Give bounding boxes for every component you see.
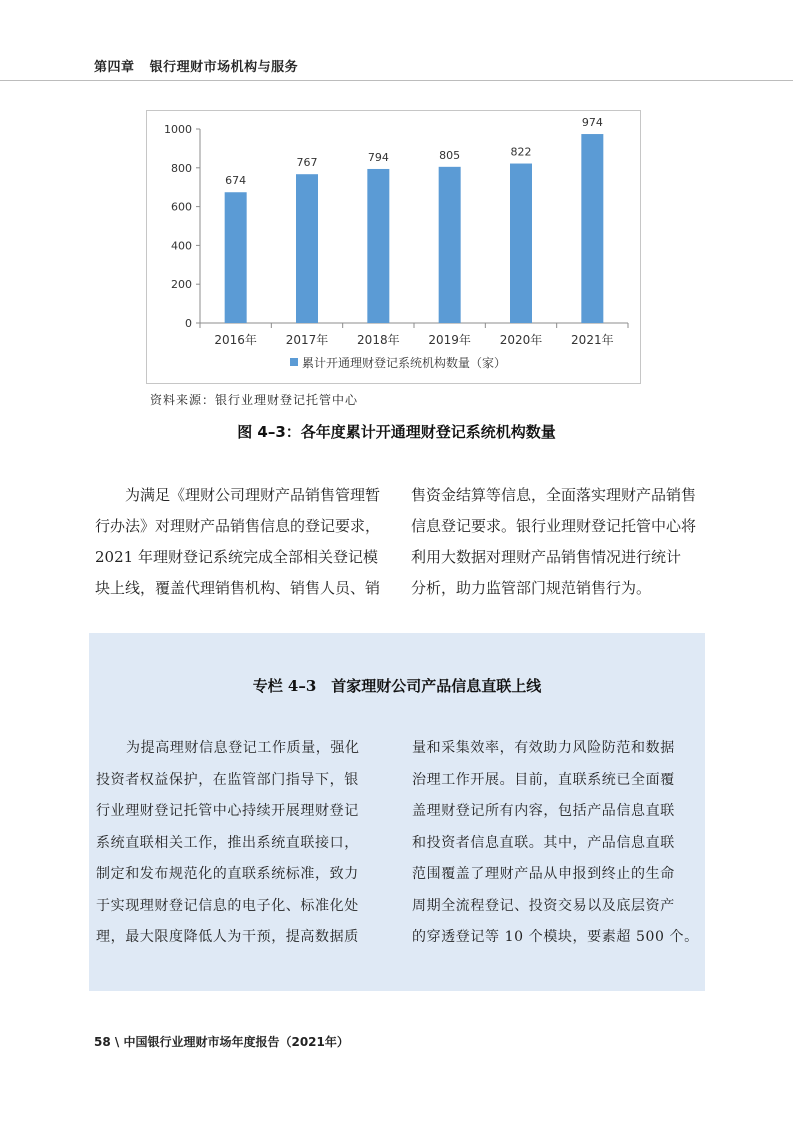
- running-header: [94, 56, 298, 75]
- legend-label: 累计开通理财登记系统机构数量（家）: [302, 356, 507, 370]
- body-line: 行办法》对理财产品销售信息的登记要求，: [95, 517, 381, 535]
- sidebar-column-right: [412, 733, 700, 954]
- sidebar-line: 投资者权益保护，在监管部门指导下，银: [96, 771, 359, 788]
- page-number: 58: [94, 1035, 111, 1049]
- bar-chart: [146, 110, 641, 384]
- figure-caption: 图 4–3：各年度累计开通理财登记系统机构数量: [237, 423, 556, 441]
- bar: [439, 167, 461, 323]
- x-tick-label: 2021年: [571, 333, 614, 347]
- report-title: 中国银行业理财市场年度报告（2021年）: [123, 1035, 349, 1049]
- sidebar-title: 专栏 4–3 首家理财公司产品信息直联上线: [252, 677, 542, 695]
- body-line: 2021 年理财登记系统完成全部相关登记模: [95, 548, 378, 566]
- bar: [367, 169, 389, 323]
- body-line: 售资金结算等信息，全面落实理财产品销售: [411, 486, 697, 504]
- sidebar-line: 的穿透登记等 10 个模块，要素超 500 个。: [412, 929, 699, 945]
- data-label: 767: [296, 156, 318, 170]
- bar: [581, 134, 603, 323]
- bar: [225, 192, 247, 323]
- bar: [296, 174, 318, 323]
- sidebar-line: 和投资者信息直联。其中，产品信息直联: [412, 834, 675, 851]
- data-label: 822: [510, 145, 532, 159]
- sidebar-line: 周期全流程登记、投资交易以及底层资产: [412, 897, 675, 914]
- data-label: 974: [581, 116, 603, 130]
- body-line: 分析，助力监管部门规范销售行为。: [411, 579, 652, 597]
- sidebar-line: 理，最大限度降低人为干预，提高数据质: [96, 929, 359, 945]
- chapter-title: 银行理财市场机构与服务: [149, 60, 299, 75]
- sidebar-line: 制定和发布规范化的直联系统标准，致力: [96, 866, 359, 882]
- sidebar-line: 行业理财登记托管中心持续开展理财登记: [96, 803, 359, 819]
- sidebar-line: 治理工作开展。目前，直联系统已全面覆: [412, 771, 675, 788]
- body-line: 利用大数据对理财产品销售情况进行统计: [411, 548, 682, 566]
- figure-source: 资料来源：银行业理财登记托管中心: [150, 393, 359, 407]
- chapter-label: 第四章: [94, 60, 135, 75]
- data-label: 805: [439, 148, 461, 162]
- y-tick-label: 200: [171, 278, 192, 292]
- data-label: 794: [367, 150, 389, 164]
- x-tick-label: 2019年: [428, 333, 471, 347]
- bar-chart-canvas: [147, 111, 642, 385]
- footer-separator: \: [114, 1035, 120, 1049]
- body-line: 信息登记要求。银行业理财登记托管中心将: [411, 517, 697, 535]
- y-tick-label: 600: [171, 200, 192, 214]
- sidebar-line: 为提高理财信息登记工作质量，强化: [126, 740, 360, 756]
- sidebar-line: 于实现理财登记信息的电子化、标准化处: [96, 897, 359, 914]
- body-column-right: [411, 480, 699, 604]
- x-tick-label: 2017年: [285, 333, 329, 347]
- body-column-left: [95, 480, 383, 604]
- data-label: 674: [225, 174, 247, 188]
- sidebar-line: 系统直联相关工作，推出系统直联接口，: [96, 834, 359, 851]
- page-footer: [94, 1033, 349, 1050]
- y-tick-label: 1000: [164, 123, 192, 136]
- body-line: 块上线，覆盖代理销售机构、销售人员、销: [95, 579, 381, 597]
- sidebar-column-left: [96, 733, 384, 954]
- y-tick-label: 400: [171, 239, 192, 253]
- sidebar-line: 盖理财登记所有内容，包括产品信息直联: [412, 803, 675, 819]
- y-tick-label: 0: [185, 317, 192, 330]
- y-tick-label: 800: [171, 161, 192, 175]
- header-divider: [0, 80, 793, 81]
- bar: [510, 164, 532, 323]
- body-line: 为满足《理财公司理财产品销售管理暂: [125, 486, 381, 504]
- x-tick-label: 2016年: [214, 333, 257, 347]
- sidebar-line: 量和采集效率，有效助力风险防范和数据: [412, 740, 675, 756]
- x-tick-label: 2020年: [499, 333, 543, 347]
- x-tick-label: 2018年: [357, 333, 400, 347]
- sidebar-line: 范围覆盖了理财产品从申报到终止的生命: [412, 866, 675, 882]
- legend-swatch: [290, 358, 298, 366]
